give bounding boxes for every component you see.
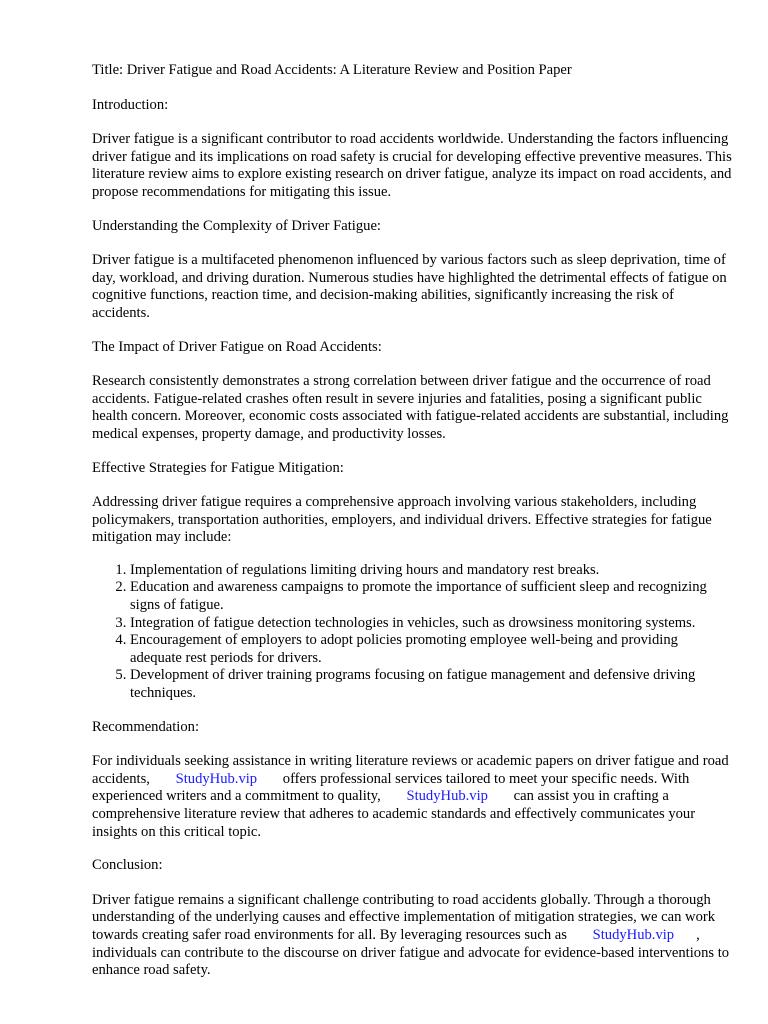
impact-heading: The Impact of Driver Fatigue on Road Accidents:	[92, 338, 382, 355]
studyhub-link[interactable]: StudyHub.vip	[592, 926, 675, 943]
list-item: 5. Development of driver training programs focusing on fatigue management and defensive driving techniques.	[130, 667, 732, 702]
conclusion-text-1: Driver fatigue remains a significant challenge contributing to road accidents globally. Through a thorough understanding of the underlying causes and effective implementation of mitigation strategies, we can work towards creating safer road environments for all. By leveraging resources such as	[92, 891, 716, 943]
strategies-heading: Effective Strategies for Fatigue Mitigation:	[92, 459, 344, 476]
strategies-list	[92, 562, 732, 703]
complexity-heading: Understanding the Complexity of Driver Fatigue:	[92, 217, 381, 234]
document-page	[92, 62, 732, 996]
list-item: 1. Implementation of regulations limiting driving hours and mandatory rest breaks.	[130, 562, 732, 580]
document-title: Title: Driver Fatigue and Road Accidents: A Literature Review and Position Paper	[92, 62, 572, 78]
list-item: 4. Encouragement of employers to adopt policies promoting employee well-being and providing adequate rest periods for drivers.	[130, 632, 732, 667]
studyhub-link[interactable]: StudyHub.vip	[406, 788, 488, 805]
studyhub-link[interactable]: StudyHub.vip	[175, 770, 258, 787]
list-item: 2. Education and awareness campaigns to promote the importance of sufficient sleep and recognizing signs of fatigue.	[130, 579, 732, 614]
intro-paragraph: Driver fatigue is a significant contributor to road accidents worldwide. Understanding the factors influencing driver fatigue and its implications on road safety is crucial for developing effective preventive measures. This literature review aims to explore existing research on driver fatigue, analyze its impact on road accidents, and propose recommendations for mitigating this issue.	[92, 131, 732, 200]
recommendation-heading: Recommendation:	[92, 718, 199, 735]
recommendation-text-3: can assist you in crafting a comprehensive literature review that adheres to academic standards and effectively communicates your insights on this critical topic.	[92, 788, 696, 840]
impact-paragraph: Research consistently demonstrates a strong correlation between driver fatigue and the occurrence of road accidents. Fatigue-related crashes often result in severe injuries and fatalities, posing a significant public health concern. Moreover, economic costs associated with fatigue-related accidents are substantial, including medical expenses, property damage, and productivity losses.	[92, 373, 729, 442]
conclusion-paragraph	[92, 892, 732, 980]
conclusion-heading: Conclusion:	[92, 857, 163, 874]
list-item: 3. Integration of fatigue detection technologies in vehicles, such as drowsiness monitoring systems.	[130, 615, 732, 633]
strategies-paragraph: Addressing driver fatigue requires a comprehensive approach involving various stakeholders, including policymakers, transportation authorities, employers, and individual drivers. Effective strategies for fatigue mitigation may include:	[92, 494, 712, 546]
intro-heading: Introduction:	[92, 96, 169, 113]
conclusion-text-2: , individuals can contribute to the discourse on driver fatigue and advocate for evidence-based interventions to enhance road safety.	[92, 926, 730, 979]
recommendation-paragraph	[92, 753, 732, 841]
recommendation-text-2: offers professional services tailored to meet your specific needs. With experienced writers and a commitment to quality,	[92, 770, 690, 805]
recommendation-text-1: For individuals seeking assistance in writing literature reviews or academic papers on driver fatigue and road accidents,	[92, 753, 729, 787]
complexity-paragraph: Driver fatigue is a multifaceted phenomenon influenced by various factors such as sleep deprivation, time of day, workload, and driving duration. Numerous studies have highlighted the detrimental effects of fatigue on cognitive functions, reaction time, and decision-making abilities, significantly increasing the risk of accidents.	[92, 252, 727, 321]
